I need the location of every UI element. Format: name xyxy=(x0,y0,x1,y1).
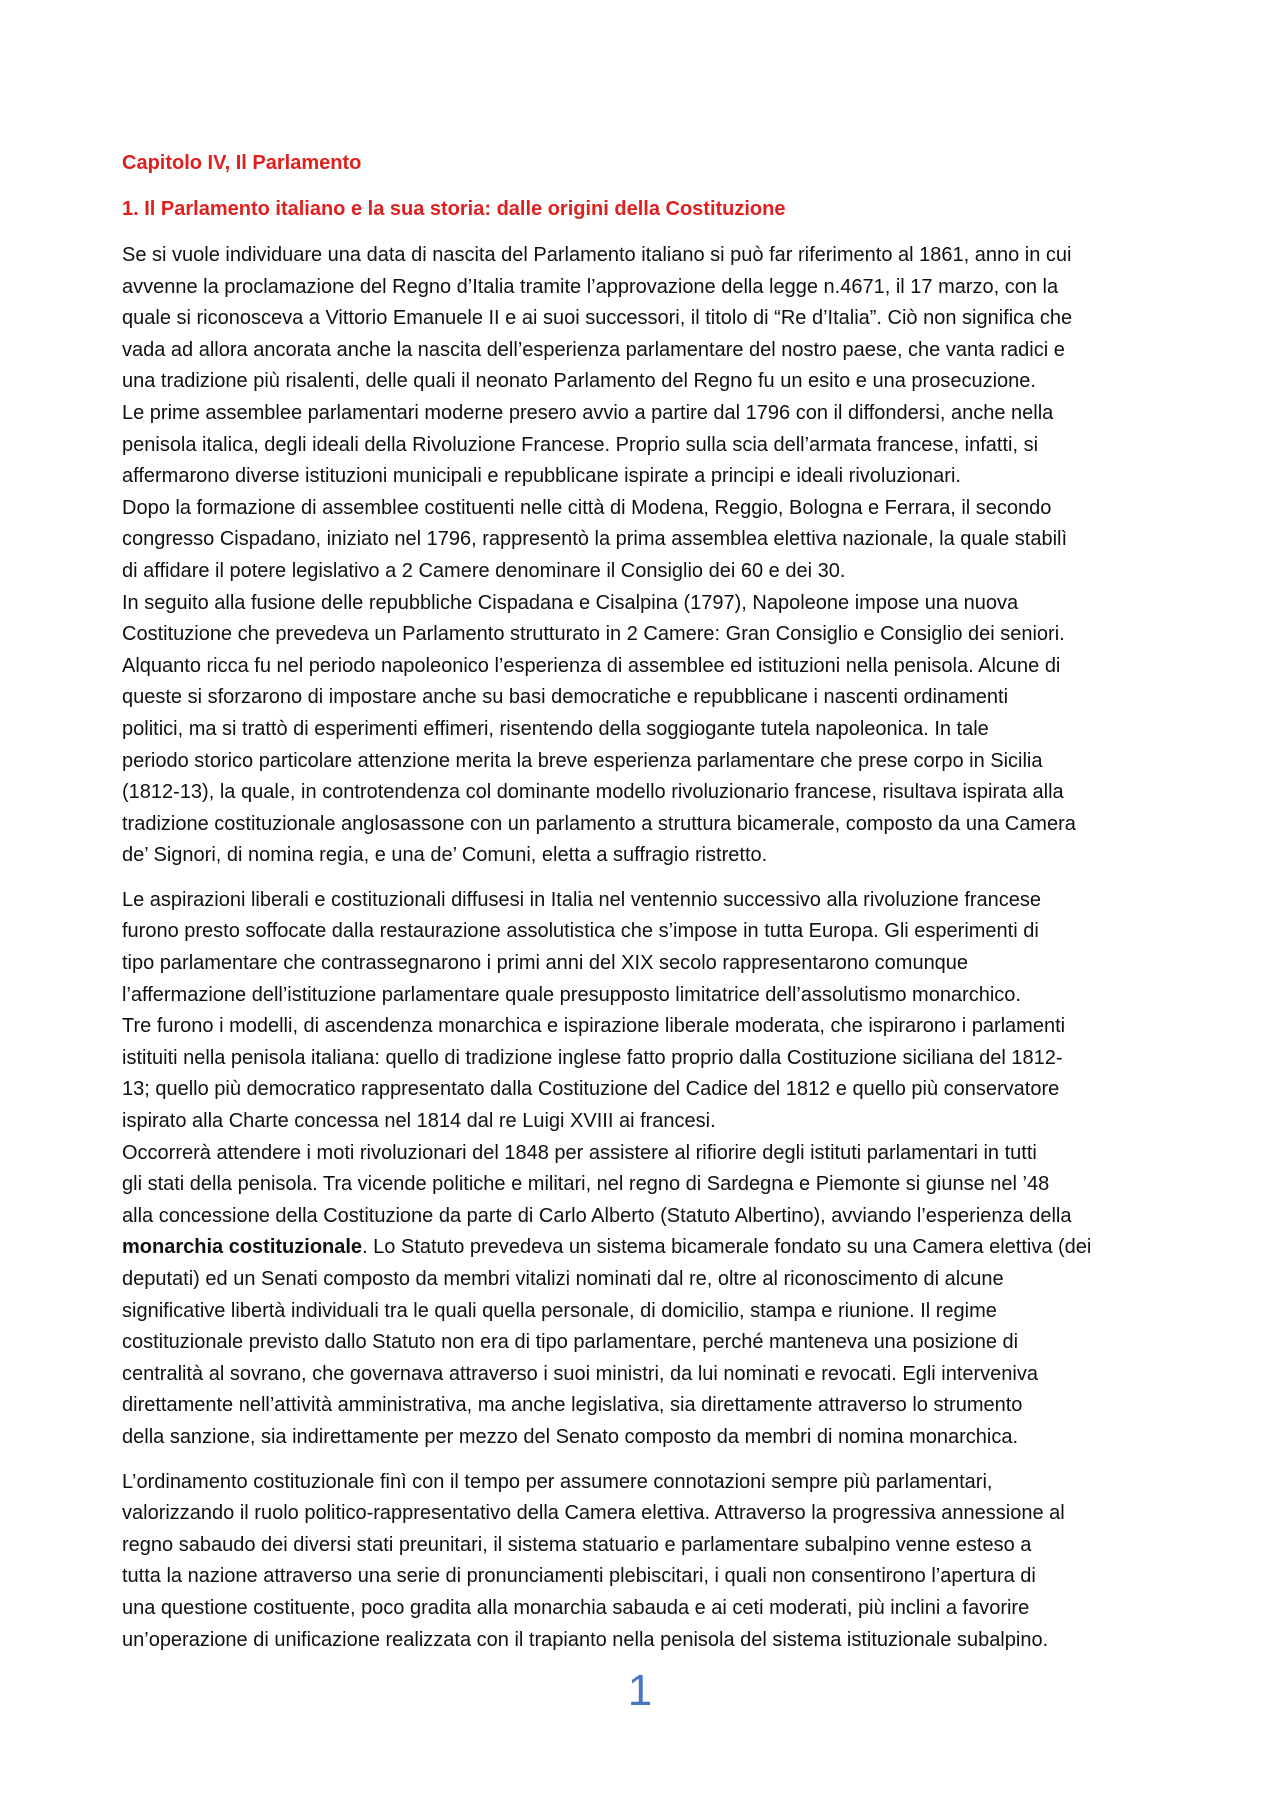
text-line: una tradizione più risalenti, delle quali il neonato Parlamento del Regno fu un esito e una prosecuzione. xyxy=(122,370,1036,393)
text-line: direttamente nell’attività amministrativa, ma anche legislativa, sia direttamente attraverso lo strumento xyxy=(122,1394,1023,1417)
text-line: valorizzando il ruolo politico-rappresentativo della Camera elettiva. Attraverso la progressiva annessione al xyxy=(122,1502,1065,1525)
text-line: tradizione costituzionale anglosassone con un parlamento a struttura bicamerale, composto da una Camera xyxy=(122,812,1076,835)
text-line: Costituzione che prevedeva un Parlamento strutturato in 2 Camere: Gran Consiglio e Consiglio dei seniori. xyxy=(122,623,1065,646)
document-page xyxy=(122,150,1167,1669)
text-line: deputati) ed un Senati composto da membri vitalizi nominati dal re, oltre al riconoscimento di alcune xyxy=(122,1268,1004,1290)
text-line: Alquanto ricca fu nel periodo napoleonico l’esperienza di assemblee ed istituzioni nella penisola. Alcune di xyxy=(122,654,1061,677)
text-line: de’ Signori, di nomina regia, e una de’ Comuni, eletta a suffragio ristretto. xyxy=(122,844,768,867)
text-line: furono presto soffocate dalla restaurazione assolutistica che s’impose in tutta Europa. Gli esperimenti di xyxy=(122,920,1039,943)
chapter-title: Capitolo IV, Il Parlamento xyxy=(122,152,362,174)
text-line xyxy=(122,1232,1167,1264)
bold-line-rest: . Lo Statuto prevedeva un sistema bicamerale fondato su una Camera elettiva (dei xyxy=(362,1236,1092,1259)
text-line: penisola italica, degli ideali della Rivoluzione Francese. Proprio sulla scia dell’armata francese, infatti, si xyxy=(122,433,1039,456)
text-line: centralità al sovrano, che governava attraverso i suoi ministri, da lui nominati e revocati. Egli interveniva xyxy=(122,1362,1038,1385)
text-line: alla concessione della Costituzione da parte di Carlo Alberto (Statuto Albertino), avviando l’esperienza della xyxy=(122,1204,1072,1227)
paragraph xyxy=(122,1467,1167,1657)
text-line: politici, ma si trattò di esperimenti effimeri, risentendo della soggiogante tutela napoleonica. In tale xyxy=(122,717,989,740)
text-line: della sanzione, sia indirettamente per mezzo del Senato composto da membri di nomina monarchica. xyxy=(122,1425,1019,1448)
text-line: avvenne la proclamazione del Regno d’Italia tramite l’approvazione della legge n.4671, il 17 marzo, con la xyxy=(122,275,1059,298)
paragraph xyxy=(122,240,1167,872)
body-text xyxy=(122,240,1167,1656)
text-line: vada ad allora ancorata anche la nascita dell’esperienza parlamentare del nostro paese, che vanta radici e xyxy=(122,338,1065,361)
page-number: 1 xyxy=(627,1666,653,1715)
text-line: Le prime assemblee parlamentari moderne presero avvio a partire dal 1796 con il diffondersi, anche nella xyxy=(122,401,1054,424)
section-title: 1. Il Parlamento italiano e la sua storia: dalle origini della Costituzione xyxy=(122,198,786,220)
text-line: Tre furono i modelli, di ascendenza monarchica e ispirazione liberale moderata, che ispirarono i parlamenti xyxy=(122,1015,1066,1038)
text-line: un’operazione di unificazione realizzata con il trapianto nella penisola del sistema istituzionale subalpino. xyxy=(122,1628,1049,1651)
text-line: (1812-13), la quale, in controtendenza col dominante modello rivoluzionario francese, risultava ispirata alla xyxy=(122,781,1064,804)
text-line: di affidare il potere legislativo a 2 Camere denominare il Consiglio dei 60 e dei 30. xyxy=(122,559,846,582)
text-line: una questione costituente, poco gradita alla monarchia sabauda e ai ceti moderati, più inclini a favorire xyxy=(122,1596,1030,1619)
bold-term: monarchia costituzionale xyxy=(122,1236,363,1259)
text-line: gli stati della penisola. Tra vicende politiche e militari, nel regno di Sardegna e Piemonte si giunse nel ’48 xyxy=(122,1173,1050,1196)
text-line: Dopo la formazione di assemblee costituenti nelle città di Modena, Reggio, Bologna e Ferrara, il secondo xyxy=(122,496,1052,519)
paragraph xyxy=(122,885,1167,1454)
text-line: queste si sforzarono di impostare anche su basi democratiche e repubblicane i nascenti ordinamenti xyxy=(122,686,1009,709)
text-line: l’affermazione dell’istituzione parlamentare quale presupposto limitatrice dell’assolutismo monarchico. xyxy=(122,983,1021,1006)
text-line: istituiti nella penisola italiana: quello di tradizione inglese fatto proprio dalla Costituzione siciliana del 1812- xyxy=(122,1046,1063,1069)
text-line: significative libertà individuali tra le quali quella personale, di domicilio, stampa e riunione. Il regime xyxy=(122,1299,997,1322)
text-line: costituzionale previsto dallo Statuto non era di tipo parlamentare, perché manteneva una posizione di xyxy=(122,1331,1019,1354)
text-line: tutta la nazione attraverso una serie di pronunciamenti plebiscitari, i quali non consentirono l’apertura di xyxy=(122,1565,1036,1588)
text-line: periodo storico particolare attenzione merita la breve esperienza parlamentare che prese corpo in Sicilia xyxy=(122,749,1043,772)
text-line: L’ordinamento costituzionale finì con il tempo per assumere connotazioni sempre più parlamentari, xyxy=(122,1470,993,1493)
text-line: ispirato alla Charte concessa nel 1814 dal re Luigi XVIII ai francesi. xyxy=(122,1110,716,1133)
text-line: affermarono diverse istituzioni municipali e repubblicane ispirate a principi e ideali rivoluzionari. xyxy=(122,465,961,488)
text-line: quale si riconosceva a Vittorio Emanuele II e ai suoi successori, il titolo di “Re d’Italia”. Ciò non significa che xyxy=(122,307,1073,330)
text-line: regno sabaudo dei diversi stati preunitari, il sistema statuario e parlamentare subalpino venne esteso a xyxy=(122,1533,1032,1556)
text-line: congresso Cispadano, iniziato nel 1796, rappresentò la prima assemblea elettiva nazionale, la quale stabilì xyxy=(122,528,1068,551)
text-line: Se si vuole individuare una data di nascita del Parlamento italiano si può far riferimento al 1861, anno in cui xyxy=(122,244,1072,266)
text-line: tipo parlamentare che contrassegnarono i primi anni del XIX secolo rappresentarono comunque xyxy=(122,952,969,975)
text-line: 13; quello più democratico rappresentato dalla Costituzione del Cadice del 1812 e quello più conservatore xyxy=(122,1078,1060,1101)
text-line: Le aspirazioni liberali e costituzionali diffusesi in Italia nel ventennio successivo alla rivoluzione francese xyxy=(122,888,1042,911)
text-line: Occorrerà attendere i moti rivoluzionari del 1848 per assistere al rifiorire degli istituti parlamentari in tutti xyxy=(122,1141,1037,1164)
text-line: In seguito alla fusione delle repubbliche Cispadana e Cisalpina (1797), Napoleone impose una nuova xyxy=(122,591,1019,614)
